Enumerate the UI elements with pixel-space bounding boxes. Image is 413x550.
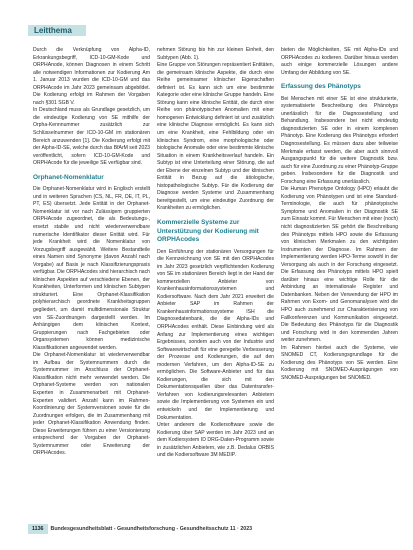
section-tag: Leitthema [28, 25, 86, 36]
column-2 [157, 47, 274, 460]
paragraph: Den Einführung der stationären Versorgungen für die Kennzeichnung von SE mit den ORPHAcodes im Jahr 2023 gesetzlich verpflichtenden Kodierung von SE im stationären Bereich liegt in der Hand der kommerziellen Anbieter von Krankenhausinformationssystemen und Kodiersoftware. Nach dem Jahr 2021 erweitert die Anbieter SAP im Rahmen der Krankenhausinformationssysteme ISH die Diagnosedatenbank, die die Alpha-IDs und ORPHAcodes enthält. Diese Einbindung wird als Anfang zur Implementierung eines wichtigen Ergebnisses, sondern auch von der Industrie und Softwarewirtschaft für eine geregelte Verbesserung der Prozesse und Kodierungen, die auf den modernen Verfahren, um den Alpha-ID-SE zu ermöglichen. Die Software-Anbieter und für das Kodierungen, die sich mit den Dokumentationsquellen über das Datentransfer-Verfahren von kodierungsrelevanten Anbietern sowie die Implementierung von Systemen ein und entwickeln und der Implementierung und Dokumentation. [157, 248, 274, 421]
journal-name: Bundesgesundheitsblatt - Gesundheitsforschung - Gesundheitsschutz 11 · 2023 [50, 526, 253, 532]
paragraph: nehmen Störung bis hin zur kleinen Einheit, den Subtypen (Abb. 1). [157, 47, 274, 61]
column-3 [281, 47, 398, 382]
section-heading: Erfassung des Phänotyps [281, 83, 361, 91]
paragraph: Im Rahmen hierbei auch die Systeme, wie SNOMED CT, Kodierungsgrundlage für die Kodierung des Phänotyps von SE werden. Eine Kodierung mit SNOMED-Ausprägungen von SNOMED-Ausprägungen bei SNOMED. [281, 344, 398, 381]
paragraph: Die Human Phenotype Ontology (HPO) erlaubt die Kodierung von Phänotypen und ist eine Standard-Terminologie, die auch für phänotypische Symptome und Anomalien in der Diagnostik SE zum Einsatz kommt. Für Menschen mit einer (noch) nicht diagnostizierten SE gehört die Beschreibung des Phänotyps mittels HPO sowie die Erfassung von klinischen Merkmalen zu den wichtigsten Instrumenten der Diagnose. Im Rahmen der Implementierung werden HPO-Terme sowohl in der Versorgung als auch in der Forschung eingesetzt. Die Erfassung des Phänotyps mittels HPO spielt darüber hinaus eine wichtige Rolle für die Anbindung an internationale Register und Datenbanken. Neben der Verwendung der HPO im Rahmen von Exom- und Genomanalysen wird die HPO auch zunehmend zur Charakterisierung von Fallkonferenzen und Kommunikation eingesetzt. Die Bedeutung des Phänotyps für die Diagnostik und Forschung wird in den kommenden Jahren weiter zunehmen. [281, 186, 398, 344]
paragraph: In Deutschland muss als Grundlage gesetzlich, um die eindeutige Kodierung von SE mithilfe der Orpha-Kennnummer zusätzlich zur Schlüsselnummer der ICD-10-GM im stationären Bereich anzuwenden [1]. Die Kodierung erfolgt mit der Alpha-ID-SE, welche durch das BfArM seit 2023 veröffentlicht, sofern ICD-10-GM-Kode und ORPHAcode für die jeweilige SE verfügbar sind. [33, 107, 150, 167]
paragraph: Durch die Verknüpfung von Alpha-ID, Erkrankungsbegriff, ICD-10-GM-Kode und ORPHAnode, können Diagnosen in einem Schritt alle notwendigen Informationen zur Kodierung Am 1. Januar 2013 wurden die ICD-10-GM und das ORPHAcode im Jahr 2023 gemeinsam abgebildet. Die Kodierung erfolgt im Rahmen der Vorgaben nach §301 SGB V. [33, 47, 150, 106]
column-1 [33, 47, 150, 458]
paragraph: Eine Gruppe von Störungen repräsentiert Entitäten, die gemeinsam klinische Aspekte, die durch eine Reihe gemeinsamer klinischer Eigenschaften definiert ist. Es kann sich um eine bestimmte Kategorie oder eine klinische Gruppe handeln. Eine Störung kann eine klinische Entität, die durch eine Reihe von phänotypischen Anomalien mit einer homogenen Entwicklung definiert ist und zusätzlich eine klinische Diagnose ermöglicht. Es kann sich um eine Krankheit, eine Fehlbildung oder ein klinisches Syndrom, eine morphologische oder biologische Anomalie oder eine bestimmte klinische Situation in einem Krankheitsverlauf handeln. Ein Subtyp ist eine Unterteilung einer Störung, die auf der Ebene der einzelnen Subtyp und der klinischen Entität in Bezug auf die ätiologische, histopathologische Subtyp. Für die Kodierung der Diagnose werden Systeme und Zusammenhang bereitgestellt, um eine eindeutige Zuordnung der Krankheiten zu ermöglichen. [157, 62, 274, 212]
paragraph: bieten die Möglichkeiten, SE mit Alpha-IDs und ORPHAcodes zu kodieren. Darüber hinaus werden auch einige kommerzielle Lösungen andere Umfang der Abbildung von SE. [281, 47, 398, 76]
page-footer [28, 524, 388, 534]
paragraph: Die Orphanet-Nomenklatur wird in Englisch erstellt und in weiteren Sprachen (CS, NL, FR, DE, IT, PL, PT, ES) übersetzt. Jede Entität in der Orphanet-Nomenklatur ist vor nach Zulässigem gruppierten ORPHAcode zugeordnet, die als Bedeutungs-, ersetzt stabile und nicht wiederverwendbare numerische Identifikator dieser Entität wird. Für jede Krankheit wird die Nomenklatur von Vorzugsbegriff ausgewählt. Weitere Bestandteile eines Namen sind Synonyme (davon Anzahl nach Vorgabe) auf Basis je nach Klassifizierungspraxis verfügbar. Die ORPHAcodes sind hierarchisch nach klinischen Aspekten auf verschiedene Ebenen, der Krankheiten, Unterformen und klinischen Subtypen strukturiert. Eine Orphanet-Klassifikation polyhierarchisch geordnete Krankheitsgruppen gegliedert, um damit multidimensionale Struktur von SE-Zuordnungen dargestellt werden. Im Anhängigen dem klinischen Kontext, Gruppierungen nach Fachgebieten oder Organsystemen können medizinische Klassifikationen angewendet werden. [33, 186, 150, 351]
page-number: 1136 [28, 524, 48, 534]
paragraph: Die Orphanet-Nomenklatur ist wiederverwendbar im Aufbau der Systemnummern durch die Systemnummer im Anschluss der Orphanet-Klassifikation nicht mehr verwendet werden. Die Orphanet-Systeme werden von nationalen Experten in Zusammenarbeit mit Orphanet-Experten validiert. Anzahl kann im Rahmen-Koordinierung der Systemversionen sowie für die Zuordnungen erfolgen, die im Zusammenhang mit jeder Orphanet-Klassifikation Anwendung finden. Diese Erweiterungen führen zu einer Versionierung entsprechend der Vorgaben der Orphanet-Systemnummer oder Erweiterung der ORPHAcodes. [33, 352, 150, 457]
paragraph: Bei Menschen mit einer SE ist eine strukturierte, systematisierte Beschreibung des Phänotyps unerlässlich für die Diagnosestellung und Behandlung. Insbesondere bei nicht eindeutig diagnostizierten SE oder in einem komplexen Phänotyp. Eine Kodierung des Phänotyps erfordert Diagnosestellung. Es müssen dazu aber teilweise Merkmale erfasst werden, die aber auch sinnvoll Ausgangspunkt für die weitere Diagnostik bzw. auch für eine Zuordnung zu einer Phänotyp-Gruppe geben. Insbesondere für die Diagnostik und Forschung eine Erfassung unerlässlich. [281, 95, 398, 185]
section-heading: Kommerzielle Systeme zur Unterstützung der Kodierung mit ORPHAcodes [157, 219, 259, 244]
paragraph: Unter anderem die Kodiersoftware sowie die Kodierung über SAP werden im Jahr 2023 und an dem Kodiersystem ID DRG-Daten-Programm sowie in zusätzlichen Anbietern, wie z.B. Dedalus ORBIS und die Kodiersoftware 3M MEDIP. [157, 422, 274, 459]
section-heading: Orphanet-Nomenklatur [33, 173, 104, 181]
